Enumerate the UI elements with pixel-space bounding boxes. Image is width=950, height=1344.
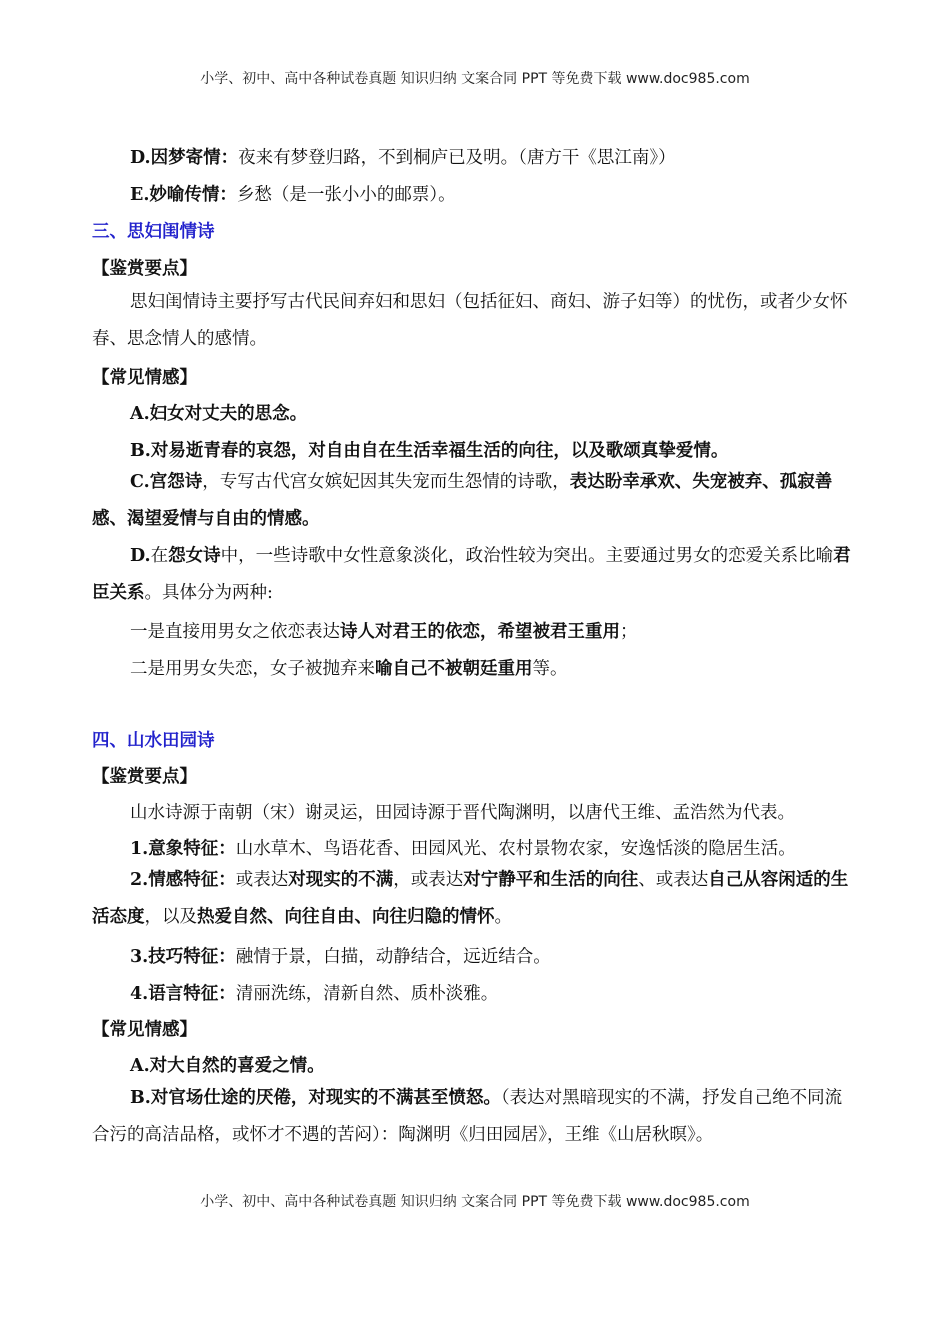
section-3-points-head: 【鉴赏要点】 [92,259,197,279]
item-text: 。具体分为两种: [144,583,273,603]
item-text: 山水草木、鸟语花香、田园风光、农村景物农家，安逸恬淡的隐居生活。 [235,839,796,859]
section-3-emo-head: 【常见情感】 [92,368,197,388]
item-emphasis: 对现实的不满 [288,870,394,890]
line-text: ； [620,622,638,642]
item-text: ，或表达 [393,870,464,890]
section-4-item-a: A.对大自然的喜爱之情。 [130,1056,325,1076]
item-text: 在 [150,546,169,566]
item-text: 中，一些诗歌中女性意象淡化，政治性较为突出。主要通过男女的恋爱关系比喻 [220,546,834,566]
section-4-feature-4 [92,980,896,1005]
item-text: 夜来有梦登归路，不到桐庐已及明。（唐方干《思江南》） [238,148,676,168]
section-3-item-d [92,538,858,612]
item-text: 、或表达 [638,870,709,890]
item-label: C.宫怨诗 [130,472,203,492]
item-emphasis: 热爱自然、向往自由、向往归隐的情怀 [197,907,495,927]
section-3-line-1 [92,618,896,643]
section-4-points-head: 【鉴赏要点】 [92,767,197,787]
item-text: 清丽洗练，清新自然、质朴淡雅。 [235,984,499,1004]
item-emphasis: 君臣关系 [92,546,851,603]
line-text: 等。 [532,659,568,679]
line-emphasis: 喻自己不被朝廷重用 [375,659,533,679]
item-label: D.因梦寄情： [130,148,239,168]
section-3-title: 三、思妇闺情诗 [92,222,215,242]
section-4-feature-2 [92,862,858,936]
item-text: 乡愁（是一张小小的邮票）。 [236,185,456,205]
top-item-d [92,144,896,169]
item-emphasis: 怨女诗 [168,546,221,566]
section-3-line-2 [92,655,896,680]
section-4-feature-1 [92,835,896,860]
page-header: 小学、初中、高中各种试卷真题 知识归纳 文案合同 PPT 等免费下载 www.doc985.com [200,71,750,87]
section-4-emo-head: 【常见情感】 [92,1020,197,1040]
section-4-intro: 山水诗源于南朝（宋）谢灵运，田园诗源于晋代陶渊明，以唐代王维、孟浩然为代表。 [130,803,795,823]
item-text: ，以及 [144,907,197,927]
line-text: 一是直接用男女之依恋表达 [130,622,340,642]
section-3-item-b: B.对易逝青春的哀怨，对自由自在生活幸福生活的向往，以及歌颂真挚爱情。 [130,441,729,461]
section-4-feature-3 [92,943,896,968]
document-body [92,0,858,1344]
section-4-title: 四、山水田园诗 [92,731,215,751]
item-label: 1.意象特征： [130,839,236,859]
item-text: （表达对黑暗现实的不满，抒发自己绝不同流合污的高洁品格，或怀才不遇的苦闷）：陶渊明《归田园居》，王维《山居秋暝》。 [92,1088,843,1145]
item-label: 2.情感特征： [130,870,236,890]
section-3-points-text: 思妇闺情诗主要抒写古代民间弃妇和思妇（包括征妇、商妇、游子妇等）的忧伤，或者少女怀春、思念情人的感情。 [92,292,848,349]
item-emphasis: 自己从容闲适的生活态度 [92,870,849,927]
section-3-item-a: A.妇女对丈夫的思念。 [130,404,308,424]
item-emphasis: B.对官场仕途的厌倦，对现实的不满甚至愤怒。 [130,1088,501,1108]
line-text: 二是用男女失恋，女子被抛弃来 [130,659,375,679]
item-text: ，专写古代宫女嫔妃因其失宠而生怨情的诗歌， [202,472,570,492]
top-item-e [92,181,896,206]
item-emphasis: 表达盼幸承欢、失宠被弃、孤寂善感、渴望爱情与自由的情感。 [92,472,833,529]
section-4-item-b [92,1080,858,1154]
page-footer: 小学、初中、高中各种试卷真题 知识归纳 文案合同 PPT 等免费下载 www.doc985.com [200,1194,750,1210]
item-label: D. [130,546,151,566]
item-label: 3.技巧特征： [130,947,236,967]
item-label: 4.语言特征： [130,984,236,1004]
line-emphasis: 诗人对君王的依恋，希望被君王重用 [340,622,620,642]
item-emphasis: 对宁静平和生活的向往 [463,870,639,890]
item-text: 。 [494,907,512,927]
item-label: E.妙喻传情： [130,185,237,205]
section-3-item-c [92,464,858,538]
item-text: 或表达 [235,870,289,890]
item-text: 融情于景，白描，动静结合，远近结合。 [235,947,551,967]
